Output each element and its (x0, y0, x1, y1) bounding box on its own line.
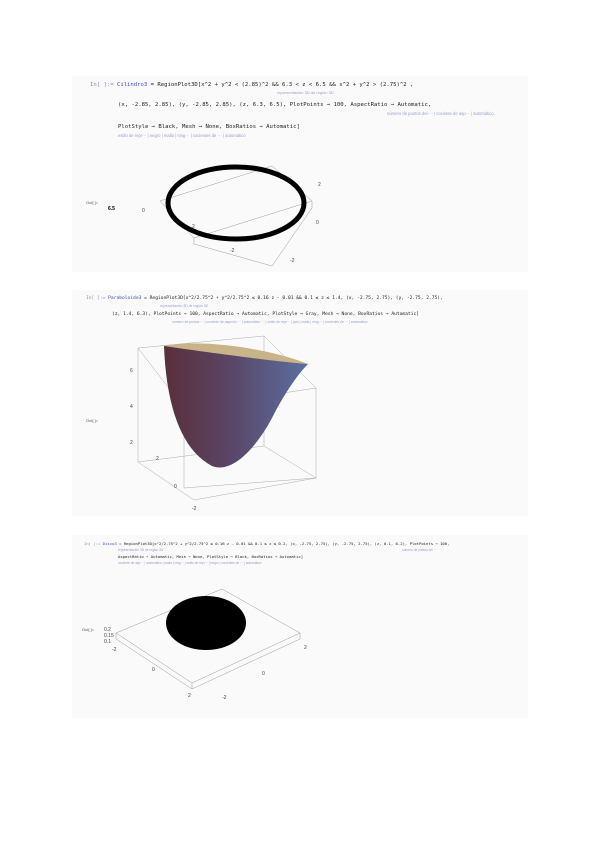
code-hint: estilo de repr··· | negro | malla | ning··· | cocientes de ··· | automático (118, 133, 246, 138)
paraboloid-surface (164, 345, 308, 467)
variable-name: Disco3 (102, 541, 117, 546)
input-line-1[interactable] (84, 541, 449, 546)
tick-label: 6 (130, 368, 133, 374)
notebook-cell-cilindro (72, 76, 528, 272)
tick-label: 2 (188, 693, 191, 699)
tick-label: 0 (152, 667, 155, 673)
code-line: = RegionPlot3D[x^2 + y^2 < (2.85)^2 && 6.3 < z < 6.5 && x^2 + y^2 > (2.75)^2 , (147, 82, 414, 88)
cylinder-ring (168, 167, 304, 239)
input-line-1[interactable] (86, 296, 443, 301)
tick-label: 0 (142, 208, 145, 214)
tick-label: 0.15 (104, 633, 114, 639)
tick-label: 2 (304, 645, 307, 651)
code-hint: representación 3D de región 3D (118, 548, 164, 552)
tick-label: 0.1 (104, 639, 111, 645)
code-line[interactable]: (x, -2.85, 2.85), (y, -2.85, 2.85), (z, 6.3, 6.5), PlotPoints → 100, AspectRatio → Automatic, (118, 102, 432, 108)
tick-label: 4 (130, 404, 133, 410)
tick-label: 2 (130, 440, 133, 446)
code-hint: número de puntos del ··· (402, 548, 437, 552)
code-hint: representación 3D de región 3D (160, 304, 209, 308)
tick-label: -2 (290, 258, 295, 264)
notebook-cell-paraboloide (72, 290, 528, 516)
paraboloid-plot[interactable] (104, 328, 344, 514)
input-label: In[ ]:= (86, 296, 106, 301)
tick-label: -2 (230, 248, 235, 254)
disk-surface (166, 596, 246, 650)
code-hint: número de puntos del ··· | cociente de asp··· | automático (387, 111, 494, 116)
code-line: = RegionPlot3D[x^2/2.75^2 + y^2/2.75^2 ≤ 0.16 z - 0.01 && 0.1 ≤ z ≤ 0.2, (x, -2.75, 2.75), (y, -2.75, 2.75), (z, 0.1, 0.2), PlotPoints → 100, (116, 541, 450, 546)
tick-label: 0 (262, 671, 265, 677)
tick-label: -2 (192, 506, 197, 512)
cylinder-plot[interactable] (132, 146, 372, 266)
input-label: In[ ]:= (90, 82, 114, 88)
tick-label: -2 (222, 695, 227, 701)
variable-name: Cilindro3 (116, 82, 148, 88)
disk-plot[interactable] (92, 575, 332, 705)
output-label: Out[ ]= (86, 200, 99, 205)
code-line[interactable]: PlotStyle → Black, Mesh → None, BoxRatios → Automatic] (118, 124, 300, 130)
tick-label: -2 (112, 647, 117, 653)
code-line[interactable]: AspectRatio → Automatic, Mesh → None, PlotStyle → Black, BoxRatios → Automatic] (118, 554, 304, 559)
output-label: Out[ ]= (86, 418, 99, 423)
code-hint: número de puntos ··· | cociente de aspecto ··· | automático ··· | estilo de repr··· | gris | malla | ning··· | cocientes de ··· | automático (172, 320, 368, 324)
output-label: Out[ ]= (82, 627, 95, 632)
tick-label: 0 (316, 220, 319, 226)
tick-label: 0 (174, 484, 177, 490)
tick-label: 2 (318, 182, 321, 188)
tick-label: 2 (156, 456, 159, 462)
code-line[interactable]: (z, 1.4, 6.3), PlotPoints → 100, AspectRatio → Automatic, PlotStyle → Gray, Mesh → None, BoxRatios → Automatic] (112, 312, 419, 317)
input-label: In[ ]:= (84, 541, 101, 546)
notebook-cell-disco (72, 535, 528, 718)
code-hint: representación 3D de región 3D (277, 90, 334, 95)
input-line-1[interactable] (90, 82, 413, 88)
tick-label: 2 (192, 224, 195, 230)
axis-label: 6.5 (108, 206, 115, 212)
tick-label: 0.2 (104, 627, 111, 633)
code-line: = RegionPlot3D[x^2/2.75^2 + y^2/2.75^2 ≤ 0.16 z - 0.01 && 0.1 ≤ z ≤ 1.4, (x, -2.75, 2.75), (y, -2.75, 2.75), (141, 296, 443, 301)
variable-name: Paraboloide3 (108, 296, 142, 301)
code-hint: cociente de asp··· | automático | malla | ning··· | estilo de repr··· | negro | cocientes de ··· | automático (118, 561, 262, 565)
